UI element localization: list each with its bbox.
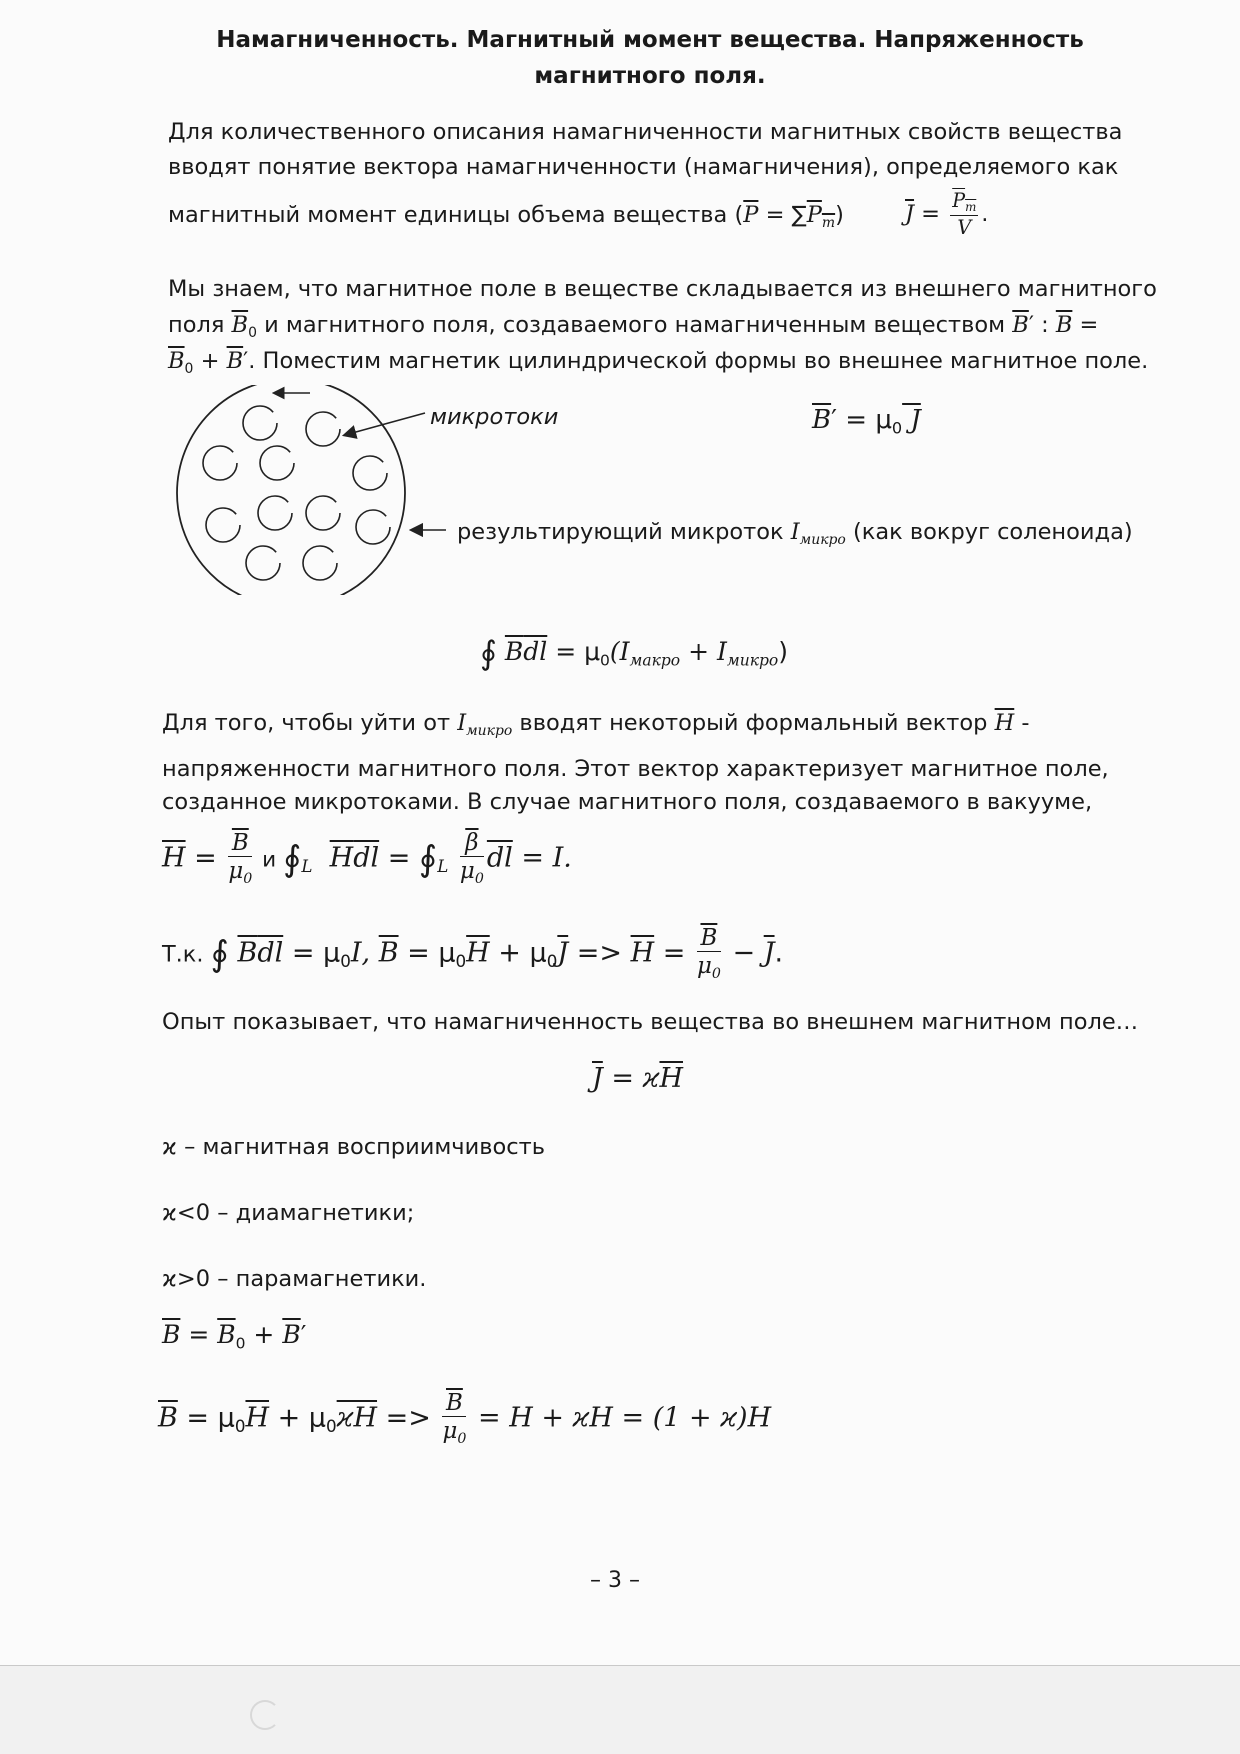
microcurrent-loop [306, 496, 340, 530]
resultant-microcurrent-label: результирующий микроток $I_{микро}$ (как вокруг соленоида) [457, 519, 1133, 548]
microcurrent-loop [356, 510, 390, 544]
scan-margin [0, 1665, 1240, 1754]
para2-line-2: поля $\overline{B}_0$ и магнитного поля, создаваемого намагниченным веществом $\overline{B}'$ : $\overline{B}$ = [168, 312, 1099, 341]
title-line-2: магнитного поля. [534, 63, 766, 89]
microcurrents-pointer-arrow [340, 405, 440, 445]
j-kappa-h-equation: $\overline{J} = ϰ\overline{H}$ [592, 1063, 683, 1094]
binder-hole-mark [250, 1700, 280, 1730]
vector-P: $\overline{P}$ [743, 202, 759, 228]
definition-susceptibility: ϰ – магнитная восприимчивость [162, 1134, 545, 1160]
b-final-equation: $\overline{B} = \mu_0\overline{H} + \mu_0\overline{ϰH}$ => $\frac{\overline{B}}{\mu_0}$ = H + ϰH = (1 + ϰ)H [158, 1390, 772, 1448]
para2-line-1: Мы знаем, что магнитное поле в веществе складывается из внешнего магнитного [168, 276, 1157, 302]
ampere-circulation-law: ∮ $\overline{B}\overline{dl} = \mu_0(I_{макро} + I_{микро})$ [480, 633, 788, 672]
para4-line-1: Опыт показывает, что намагниченность вещества во внешнем магнитном поле… [162, 1009, 1139, 1035]
b-prime-formula: $\overline{B}' = \mu_0$ J [812, 405, 921, 438]
microcurrent-loop [243, 406, 277, 440]
intro-line-2: вводят понятие вектора намагниченности (намагничения), определяемого как [168, 154, 1119, 180]
microcurrent-loop [258, 496, 292, 530]
resultant-pointer-arrow [408, 520, 448, 540]
para2-line-3: $\overline{B}_0 + \overline{B}'$. Поместим магнетик цилиндрической формы во внешнее магнитное поле. [168, 348, 1149, 377]
magnetization-formula: $\overline{J}$ = $\frac{P_m}{V}$ . [905, 189, 989, 239]
h-vacuum-equation: $\overline{H}$ = $\frac{\overline{B}}{\mu_0}$ и $∮_L$ $\overline{H}\overline{dl}$ = $∮_L$ $\frac{\overline{\beta}}{\mu_0}$ $\overline{dl} = I$. [162, 830, 572, 888]
microcurrent-loop [306, 412, 340, 446]
para3-line-3: созданное микротоками. В случае магнитного поля, создаваемого в вакууме, [162, 789, 1093, 815]
b-sum-equation: $\overline{B} = \overline{B}_0 + \overline{B}'$ [162, 1320, 307, 1353]
microcurrent-loop [353, 456, 387, 490]
para3-line-1: Для того, чтобы уйти от $I_{микро}$ вводят некоторый формальный вектор $\overline{H}$ - [162, 710, 1030, 739]
microcurrents-label: микротоки [430, 404, 559, 430]
title-line-1: Намагниченность. Магнитный момент вещества. Напряженность [216, 27, 1084, 53]
definition-paramagnetics: ϰ>0 – парамагнетики. [162, 1266, 427, 1292]
page-number: – 3 – [590, 1568, 640, 1593]
microcurrent-loop [260, 446, 294, 480]
intro-line-3: магнитный момент единицы объема вещества $(\overline{P} = \sum P_m)$ [168, 202, 844, 231]
microcurrent-loop [203, 446, 237, 480]
definition-diamagnetics: ϰ<0 – диамагнетики; [162, 1200, 415, 1226]
microcurrent-loop [246, 546, 280, 580]
microcurrent-loop [206, 508, 240, 542]
page-title [160, 22, 1140, 94]
para3-line-2: напряженности магнитного поля. Этот вектор характеризует магнитное поле, [162, 756, 1109, 782]
microcurrent-loop [303, 546, 337, 580]
pm-over-v-fraction: $\frac{P_m}{V}$ [952, 189, 977, 239]
intro-line-1: Для количественного описания намагниченности магнитных свойств вещества [168, 119, 1123, 145]
tk-equation: Т.к. ∮ $\overline{B}\overline{dl} = \mu_0I$, $\overline{B} = \mu_0\overline{H} + \mu_0\overline{J} => \overline{H}$ = $\frac{\overline{B}}{\mu_0}$ − $\overline{J}$. [162, 925, 784, 983]
vector-Pm: $P_m$ [806, 202, 836, 231]
